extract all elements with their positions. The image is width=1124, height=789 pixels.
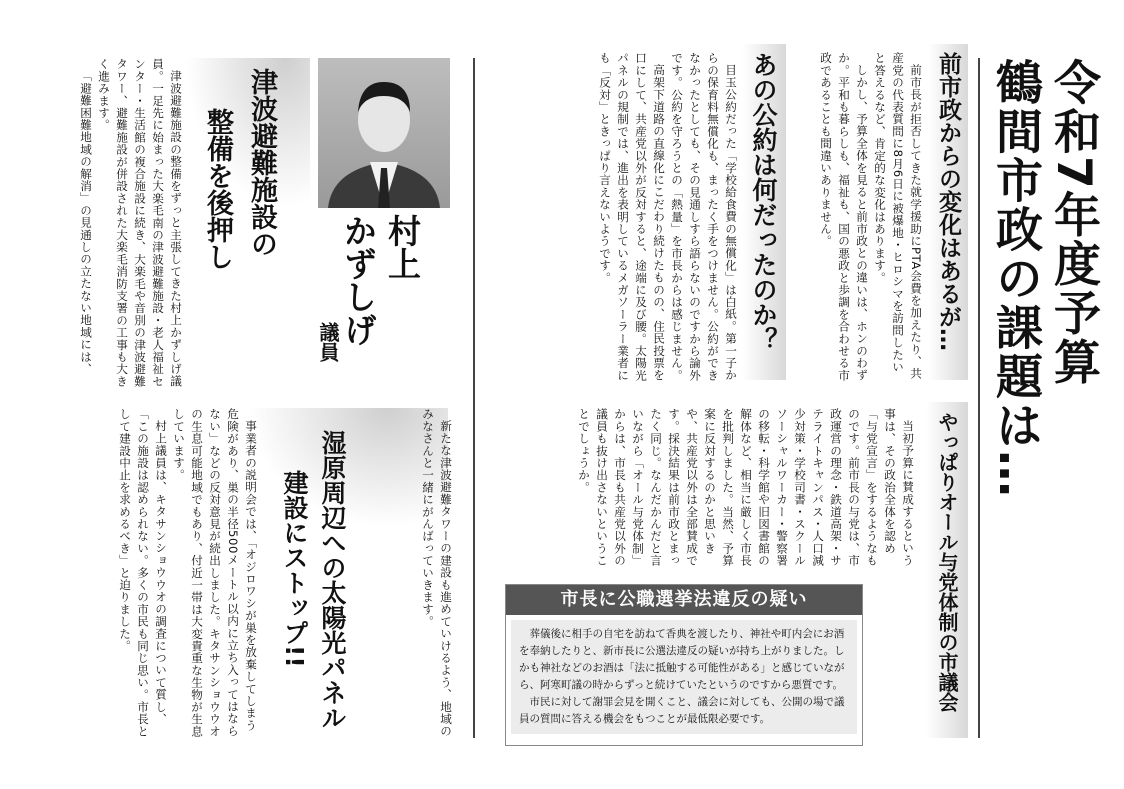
s4-tail-body	[405, 408, 455, 738]
s1-heading: 前市政からの変化はあるが…	[935, 52, 961, 351]
s2-body	[525, 52, 740, 382]
s4-heading-line1: 湿原周辺への太陽光パネル	[318, 430, 347, 730]
s3-para-1: 当初予算に賛成するという事は、その政治全体を認め「与党宣言」をするようなものです。前市長の与党は、市政運営の理念・鉄道高架・サテライトキャンパス・人口減少対策・学校司書・スクールソーシャルワーカー・警察署の移転・科学館や旧図書館の解体など、相当に厳しく市長を批判しました。当然、予算案に反対するのかと思いきや、共産党以外は全部賛成です。採決結果は前市政とまったく同じ。なんだかんだと言いながら「オール与党体制」からは、市長も共産党以外の議員も抜け出さないということでしょうか。	[577, 408, 915, 567]
s4-para-2: 事業者の説明会では、「オジロワシが巣を放棄してしまう危険があり、巣の半径500メートル以内に立ち入ってはならない」などの反対意見が続出しました。キタサンショウウオの生息可能地域でもあり、付近一帯は大変貴重な生物が生息しています。	[172, 408, 258, 738]
s2-heading: あの公約は何だったのか？	[749, 52, 778, 352]
name-line2: かずしげ	[339, 214, 378, 346]
violation-para-2: 市民に対して謝罪会見を開くこと、議会に対しても、公開の場で議員の質問に答える機会をもつことが最低限必要です。	[519, 696, 845, 725]
name-line1: 村上	[383, 214, 422, 280]
s5-body	[60, 58, 185, 388]
main-title	[986, 58, 1102, 738]
s1-body	[805, 52, 925, 382]
main-title-line1: 令和7年度予算	[1046, 58, 1101, 387]
s5-heading-line1: 津波避難施設の	[246, 68, 277, 257]
s4-heading-line2: 建設にストップ!!	[280, 470, 309, 668]
s5-heading-line2: 整備を後押し	[202, 108, 233, 270]
s1-para-1: 前市長が拒否してきた就学援助にPTA会費を加えたり、共産党の代表質問に8月6日に被爆地・ヒロシマを訪問したいと答えるなど、肯定的な変化はあります。	[873, 52, 923, 380]
violation-box	[505, 584, 863, 746]
s5-heading	[195, 68, 283, 378]
portrait-photo	[318, 58, 450, 208]
s4-heading	[275, 430, 351, 740]
s2-para-2: 高架下道路の直線化にこだわり続けたものの、住民投票を口にして、共産党以外が反対すると、途端に及び腰。太陽光パネルの規制では、進出を表明しているメガソーラー業者にも「反対」ときっぱり言えないようです。	[598, 52, 666, 382]
violation-para-1: 葬儀後に相手の自宅を訪ねて香典を渡したり、神社や町内会にお酒を奉納したりと、新市長に公選法違反の疑いが持ち上がりました。しかも神社などのお酒は「法に抵触する可能性がある」と感じていながら、阿寒町議の時からずっと続けていたというのですから悪質です。	[519, 628, 845, 691]
center-divider	[473, 58, 475, 738]
representative-title: 議員	[316, 322, 340, 362]
s4-para-3: 村上議員は、キタサンショウウオの調査について質し、「この施設は認められない。多くの市民も同じ思い。市長として建設中止を求めるべき」と迫りました。	[118, 408, 168, 738]
s4-body	[60, 408, 260, 738]
s3-body	[505, 408, 917, 576]
main-title-line2: 鶴間市政の課題は…	[988, 58, 1043, 499]
s4-para-1: 新たな津波避難タワーの建設も進めていけるよう、地域のみなさんと一緒にがんばっていきます。	[421, 408, 453, 737]
s5-para-2: 「避難困難地域の解消」の見通しの立たない地域には、	[79, 69, 93, 375]
title-divider	[978, 58, 980, 738]
violation-box-body	[511, 620, 857, 734]
s1-para-2: しかし、予算全体を見ると前市政との違いは、ホンのわずか。平和も暮らしも、福祉も、国の悪政と歩調を合わせる市政であることも間違いありません。	[819, 52, 869, 382]
violation-box-title: 市長に公職選挙法違反の疑い	[506, 585, 862, 615]
s2-para-1: 目玉公約だった「学校給食費の無償化」は白紙。第一子からの保育料無償化も、まったく手をつけません。公約ができなかったとしても、その見通しすら語らないのですから論外です。公約を守ろうとの「熱量」を市長からは感じません。	[670, 52, 738, 382]
s3-heading: やっぱりオール与党体制の市議会	[935, 412, 959, 712]
s5-para-1: 津波避難施設の整備をずっと主張してきた村上かずしげ議員。一足先に始まった大楽毛南の津波避難施設・老人福祉センター・生活館の複合施設に続き、大楽毛や音別の津波避難タワー、避難施設が併設された大楽毛消防支署の工事も大きく進みます。	[97, 58, 183, 388]
representative-name	[336, 214, 424, 374]
portrait-figure	[318, 58, 450, 208]
